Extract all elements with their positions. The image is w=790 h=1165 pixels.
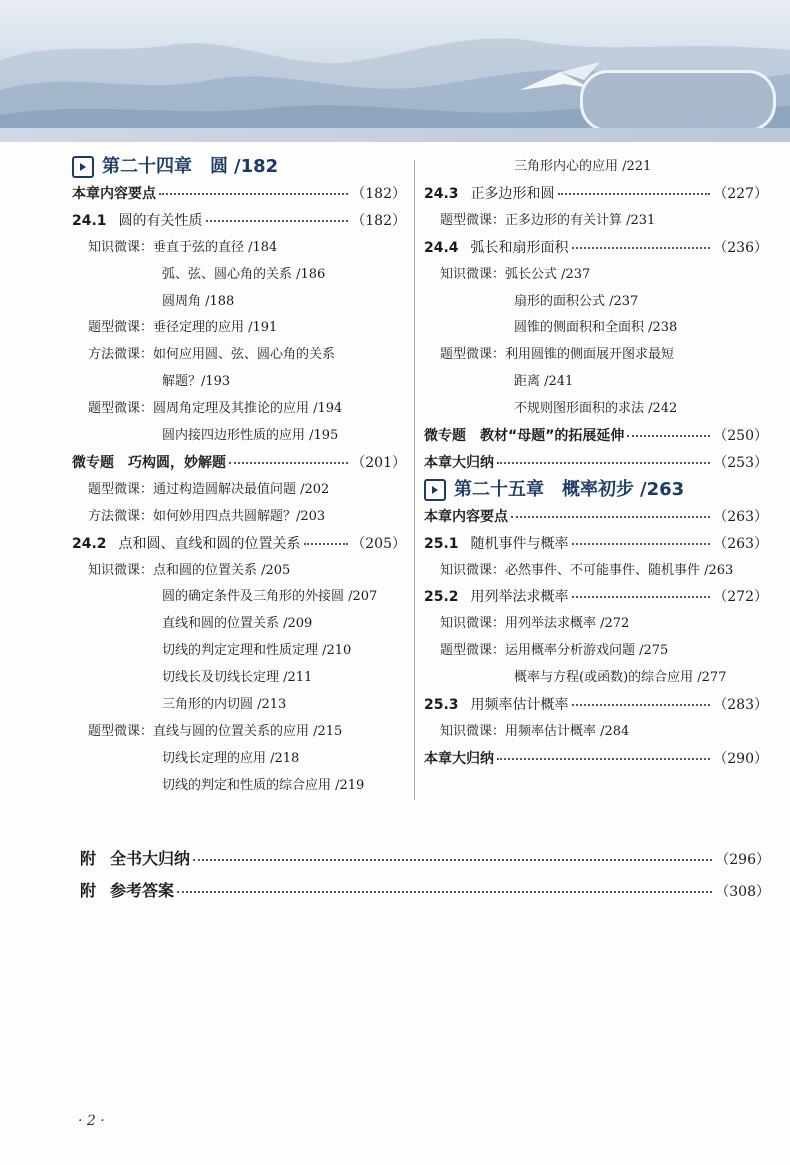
entry-text: 三角形内心的应用 /221 [514,159,652,174]
entry-text: 方法微课：如何应用圆、弦、圆心角的关系 [88,347,336,363]
entry-text: 题型微课：通过构造圆解决最值问题 /202 [88,481,330,497]
toc-entry-row[interactable] [88,235,406,261]
entry-text: 解题？/193 [162,374,231,390]
section-number: 25.1 [424,535,459,552]
section-title: 点和圆、直线和圆的位置关系 [118,535,301,552]
entry-text: 知识微课：用频率估计概率 /284 [440,723,630,739]
toc-entry-row[interactable] [514,154,768,180]
header-banner [0,0,790,142]
play-arrow-box-icon [424,479,446,501]
chapter-page: /182 [234,156,279,177]
chapter-heading[interactable] [72,154,406,180]
leader-dots [558,192,711,195]
section-number: 24.1 [72,212,107,229]
toc-entry-row[interactable] [162,638,406,664]
entry-text: 圆内接四边形性质的应用 /195 [162,428,339,443]
section-page: （283） [713,697,768,713]
toc-section-row[interactable] [72,450,406,476]
toc-entry-row[interactable] [88,558,406,584]
chapter-title: 第二十五章 概率初步 [454,478,634,500]
section-page: （236） [713,239,768,256]
section-title: 本章大归纳 [424,454,494,471]
header-bar [0,128,790,142]
toc-entry-row[interactable] [162,692,406,718]
entry-text: 题型微课：直线与圆的位置关系的应用 /215 [88,723,343,739]
appendix-title: 全书大归纳 [110,849,191,868]
toc-entry-row[interactable] [440,208,768,234]
toc-entry-row[interactable] [162,665,406,691]
chapter-title: 第二十四章 圆 [102,156,228,177]
appendix-label: 附 [80,881,97,900]
leader-dots [572,595,711,598]
leader-dots [159,192,348,195]
section-title: 用频率估计概率 [470,697,569,713]
section-page: （182） [351,212,406,229]
entry-text: 知识微课：点和圆的位置关系 /205 [88,562,291,578]
leader-dots [206,219,349,222]
toc-entry-row[interactable] [162,584,406,610]
leader-dots [497,461,710,464]
entry-text: 圆周角 /188 [162,293,235,309]
entry-text: 概率与方程(或函数)的综合应用 /277 [514,670,727,686]
leader-dots [572,703,711,706]
toc-entry-row[interactable] [162,746,406,772]
section-number: 25.3 [424,697,459,713]
leader-dots [229,461,348,464]
section-title: 本章大归纳 [424,750,494,767]
entry-text: 扇形的面积公式 /237 [514,293,639,309]
play-arrow-box-icon [72,156,94,178]
toc-section-row[interactable] [424,692,768,718]
section-title: 随机事件与概率 [470,535,569,552]
section-title: 弧长和扇形面积 [470,239,569,256]
leader-dots [193,858,712,861]
entry-text: 知识微课：弧长公式 /237 [440,266,591,282]
section-page: （201） [351,454,406,471]
leader-dots [627,434,710,437]
leader-dots [511,515,710,518]
chapter-page: /263 [640,478,685,500]
entry-text: 三角形的内切圆 /213 [162,697,287,712]
toc-entry-row[interactable] [440,611,768,637]
toc-entry-row[interactable] [440,719,768,745]
section-number: 25.2 [424,589,459,606]
section-title: 圆的有关性质 [118,212,203,229]
section-title: 用列举法求概率 [470,589,569,606]
section-number: 24.3 [424,185,459,202]
toc-section-row[interactable] [424,181,768,207]
page-number: · 2 · [78,1113,105,1129]
chapter-heading[interactable] [424,477,768,503]
section-title: 微专题 巧构圆，妙解题 [72,454,226,471]
section-title: 微专题 教材“母题”的拓展延伸 [424,428,625,444]
toc-entry-row[interactable] [88,504,406,530]
toc-section-row[interactable] [424,531,768,557]
toc-entry-row[interactable] [514,315,768,341]
entry-text: 圆锥的侧面积和全面积 /238 [514,320,678,336]
entry-text: 切线的判定定理和性质定理 /210 [162,643,352,659]
leader-dots [572,542,711,545]
section-page: （290） [713,750,768,767]
toc-entry-row[interactable] [162,289,406,315]
toc-section-row[interactable] [424,746,768,772]
toc-entry-row[interactable] [88,396,406,422]
toc-entry-row[interactable] [88,342,406,368]
toc-entry-row[interactable] [88,477,406,503]
toc-section-row[interactable] [72,208,406,234]
toc-entry-row[interactable] [162,262,406,288]
toc-entry-row[interactable] [514,396,768,422]
entry-text: 题型微课：运用概率分析游戏问题 /275 [440,643,669,659]
entry-text: 圆的确定条件及三角形的外接圆 /207 [162,589,378,605]
appendix-answers-row[interactable] [80,878,770,904]
toc-entry-row[interactable] [514,289,768,315]
toc-entry-row[interactable] [162,369,406,395]
section-number: 24.4 [424,239,459,256]
entry-text: 切线长定理的应用 /218 [162,750,300,766]
toc-entry-row[interactable] [162,611,406,637]
toc-entry-row[interactable] [440,558,768,584]
entry-text: 切线的判定和性质的综合应用 /219 [162,777,365,793]
section-title: 正多边形和圆 [470,185,555,202]
toc-section-row[interactable] [424,504,768,530]
section-page: （253） [713,454,768,471]
toc-entry-row[interactable] [514,369,768,395]
toc-section-row[interactable] [424,423,768,449]
section-page: （272） [713,589,768,606]
entry-text: 不规则图形面积的求法 /242 [514,401,678,417]
appendix-summary-row[interactable] [80,846,770,872]
toc-section-row[interactable] [72,531,406,557]
section-title: 本章内容要点 [424,508,508,525]
section-page: （205） [351,535,406,552]
section-page: （227） [713,185,768,202]
toc-entry-row[interactable] [88,719,406,745]
toc-section-row[interactable] [424,584,768,610]
toc-entry-row[interactable] [440,638,768,664]
appendix-title: 参考答案 [110,881,175,900]
entry-text: 切线长及切线长定理 /211 [162,670,313,686]
header-badge [580,70,776,132]
toc-section-row[interactable] [424,450,768,476]
toc-entry-row[interactable] [162,773,406,799]
toc-entry-row[interactable] [440,262,768,288]
entry-text: 知识微课：必然事件、不可能事件、随机事件 /263 [440,562,734,578]
toc-entry-row[interactable] [440,342,768,368]
toc-section-row[interactable] [72,181,406,207]
entry-text: 直线和圆的位置关系 /209 [162,616,313,632]
toc-section-row[interactable] [424,235,768,261]
entry-text: 题型微课：垂径定理的应用 /191 [88,320,278,336]
toc-entry-row[interactable] [514,665,768,691]
section-page: （263） [713,508,768,525]
entry-text: 题型微课：圆周角定理及其推论的应用 /194 [88,401,343,417]
appendix-page: （308） [715,884,770,900]
leader-dots [497,757,710,760]
entry-text: 知识微课：垂直于弦的直径 /184 [88,239,278,255]
section-page: （250） [713,428,768,444]
entry-text: 知识微课：用列举法求概率 /272 [440,616,630,632]
section-number: 24.2 [72,535,107,552]
section-page: （182） [351,185,406,202]
leader-dots [304,542,349,545]
appendix-label: 附 [80,849,97,868]
section-page: （263） [713,535,768,552]
entry-text: 题型微课：利用圆锥的侧面展开图求最短 [440,347,675,363]
entry-text: 题型微课：正多边形的有关计算 /231 [440,212,656,228]
entry-text: 距离 /241 [514,374,574,390]
appendix-page: （296） [715,852,770,868]
section-title: 本章内容要点 [72,185,156,202]
leader-dots [572,246,711,249]
leader-dots [177,890,712,893]
toc-entry-row[interactable] [88,315,406,341]
entry-text: 弧、弦、圆心角的关系 /186 [162,266,326,282]
toc-entry-row[interactable] [162,423,406,449]
entry-text: 方法微课：如何妙用四点共圆解题？/203 [88,508,326,524]
column-divider [414,160,415,800]
